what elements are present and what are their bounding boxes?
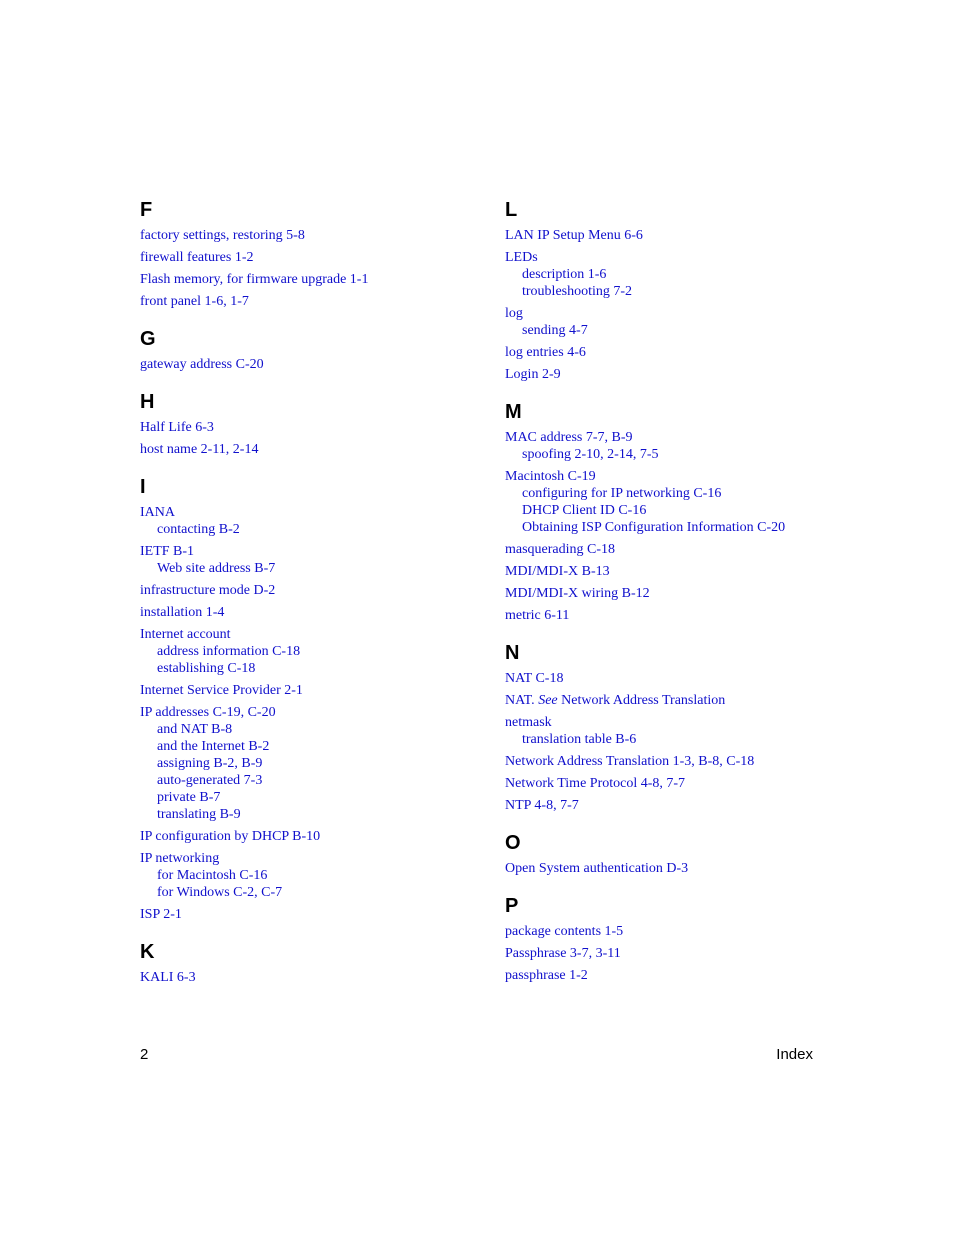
index-subentry[interactable]: configuring for IP networking C-16	[522, 486, 722, 501]
index-entry[interactable]: IP addresses C-19, C-20	[140, 705, 276, 720]
index-subentry[interactable]: auto-generated 7-3	[157, 773, 263, 788]
index-subentry[interactable]: troubleshooting 7-2	[522, 284, 633, 299]
index-entry[interactable]: Internet Service Provider 2-1	[140, 683, 303, 698]
letter-heading-o: O	[505, 832, 521, 854]
index-entry[interactable]: package contents 1-5	[505, 924, 624, 939]
index-entry[interactable]: LAN IP Setup Menu 6-6	[505, 228, 643, 243]
index-entry[interactable]: factory settings, restoring 5-8	[140, 228, 305, 243]
index-entry[interactable]: ISP 2-1	[140, 907, 182, 922]
index-entry[interactable]: Flash memory, for firmware upgrade 1-1	[140, 272, 369, 287]
index-entry[interactable]: IETF B-1	[140, 544, 195, 559]
index-entry[interactable]: Network Address Translation 1-3, B-8, C-18	[505, 754, 755, 769]
index-entry[interactable]: infrastructure mode D-2	[140, 583, 276, 598]
letter-heading-n: N	[505, 642, 520, 664]
letter-heading-p: P	[505, 895, 519, 917]
letter-heading-m: M	[505, 401, 522, 423]
index-entry[interactable]: IP configuration by DHCP B-10	[140, 829, 321, 844]
index-entry[interactable]: installation 1-4	[140, 605, 225, 620]
index-subentry[interactable]: translating B-9	[157, 807, 241, 822]
page-number: 2	[140, 1046, 149, 1063]
letter-heading-f: F	[140, 199, 153, 221]
index-subentry[interactable]: address information C-18	[157, 644, 301, 659]
index-subentry[interactable]: translation table B-6	[522, 732, 637, 747]
index-entry[interactable]: Half Life 6-3	[140, 420, 214, 435]
index-entry[interactable]: gateway address C-20	[140, 357, 264, 372]
index-entry[interactable]: masquerading C-18	[505, 542, 616, 557]
index-subentry[interactable]: Obtaining ISP Configuration Information C-20	[522, 520, 786, 535]
index-entry[interactable]: Open System authentication D-3	[505, 861, 689, 876]
section-title: Index	[776, 1046, 813, 1063]
index-subentry[interactable]: DHCP Client ID C-16	[522, 503, 647, 518]
index-subentry[interactable]: contacting B-2	[157, 522, 240, 537]
index-entry[interactable]: Macintosh C-19	[505, 469, 596, 484]
index-entry[interactable]: firewall features 1-2	[140, 250, 254, 265]
index-entry[interactable]: metric 6-11	[505, 608, 570, 623]
index-subentry[interactable]: assigning B-2, B-9	[157, 756, 263, 771]
index-entry-see-reference[interactable]	[505, 692, 845, 709]
index-entry[interactable]: Login 2-9	[505, 367, 561, 382]
index-column-left	[140, 198, 470, 986]
index-entry[interactable]: MDI/MDI-X B-13	[505, 564, 610, 579]
index-entry[interactable]: MAC address 7-7, B-9	[505, 430, 633, 445]
index-entry[interactable]: log entries 4-6	[505, 345, 586, 360]
index-entry[interactable]: IP networking	[140, 851, 220, 866]
index-subentry[interactable]: sending 4-7	[522, 323, 588, 338]
see-prefix: NAT.	[505, 693, 539, 708]
letter-heading-h: H	[140, 391, 155, 413]
index-subentry[interactable]: for Windows C-2, C-7	[157, 885, 283, 900]
index-entry[interactable]: IANA	[140, 505, 175, 520]
index-entry[interactable]: MDI/MDI-X wiring B-12	[505, 586, 650, 601]
index-subentry[interactable]: spoofing 2-10, 2-14, 7-5	[522, 447, 659, 462]
index-entry[interactable]: LEDs	[505, 250, 538, 265]
index-entry[interactable]: log	[505, 306, 523, 321]
index-entry[interactable]: front panel 1-6, 1-7	[140, 294, 249, 309]
index-subentry[interactable]: private B-7	[157, 790, 221, 805]
index-entry[interactable]: Passphrase 3-7, 3-11	[505, 946, 621, 961]
index-entry[interactable]: Internet account	[140, 627, 231, 642]
index-entry[interactable]: netmask	[505, 715, 552, 730]
index-subentry[interactable]: description 1-6	[522, 267, 607, 282]
index-entry[interactable]: NAT C-18	[505, 671, 564, 686]
index-entry[interactable]: NTP 4-8, 7-7	[505, 798, 579, 813]
index-entry[interactable]: Network Time Protocol 4-8, 7-7	[505, 776, 686, 791]
letter-heading-g: G	[140, 328, 156, 350]
index-subentry[interactable]: and the Internet B-2	[157, 739, 270, 754]
index-entry[interactable]: host name 2-11, 2-14	[140, 442, 259, 457]
letter-heading-k: K	[140, 941, 155, 963]
see-word: See	[538, 693, 558, 708]
letter-heading-i: I	[140, 476, 146, 498]
index-subentry[interactable]: and NAT B-8	[157, 722, 233, 737]
index-subentry[interactable]: for Macintosh C-16	[157, 868, 268, 883]
see-target: Network Address Translation	[557, 693, 726, 708]
letter-heading-l: L	[505, 199, 518, 221]
index-column-right	[505, 198, 845, 984]
index-entry[interactable]: KALI 6-3	[140, 970, 196, 985]
index-subentry[interactable]: Web site address B-7	[157, 561, 276, 576]
index-subentry[interactable]: establishing C-18	[157, 661, 256, 676]
index-entry[interactable]: passphrase 1-2	[505, 968, 588, 983]
